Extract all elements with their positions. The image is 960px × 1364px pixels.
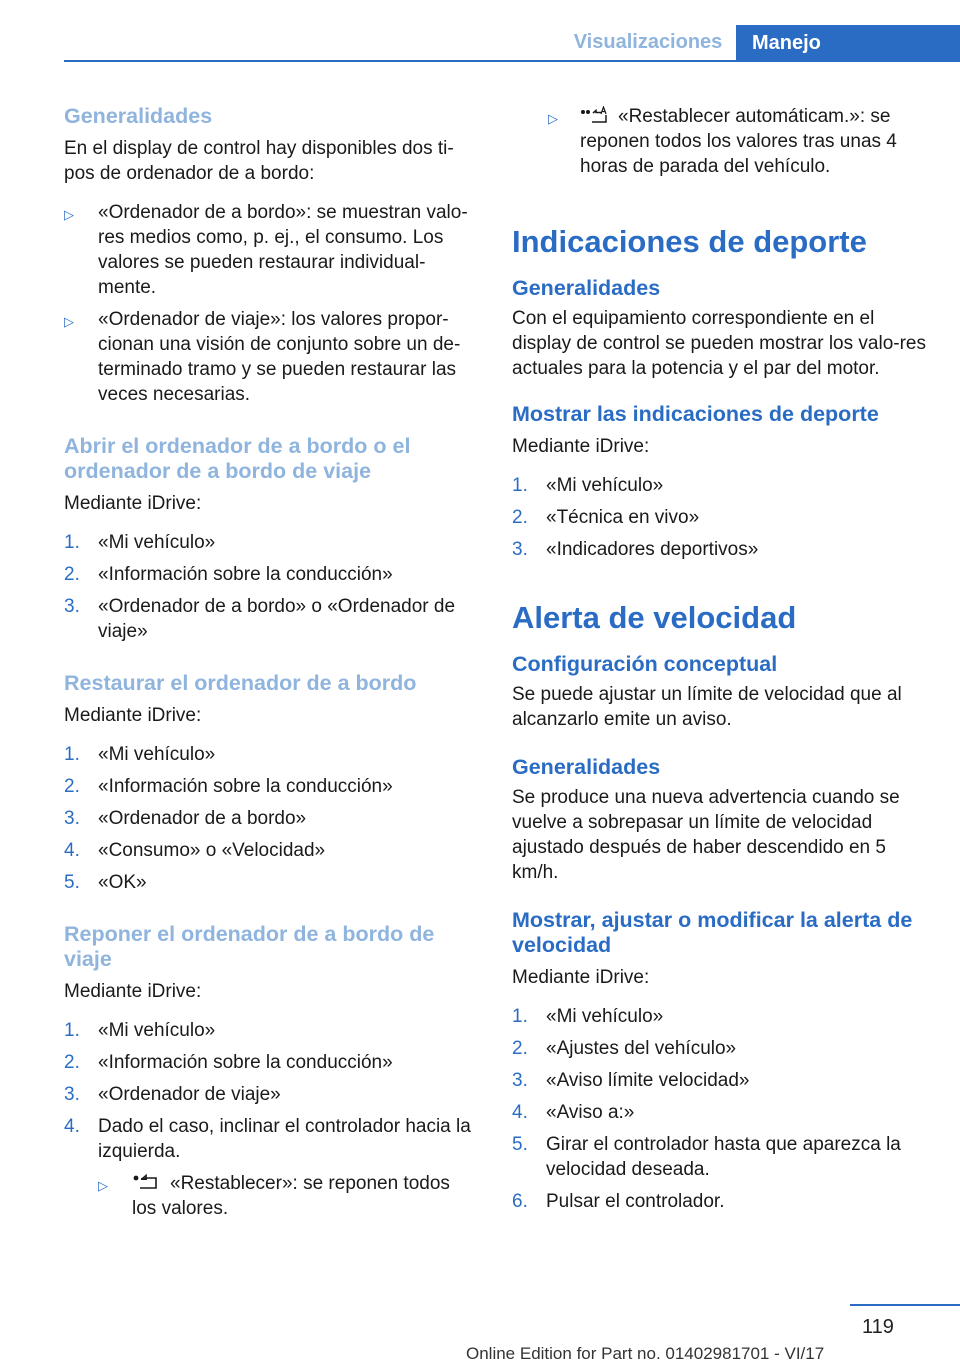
triangle-bullet-icon: ▷ [98,1178,108,1193]
section-title: Abrir el ordenador de a bordo o el ordenador de a bordo de viaje [64,434,411,483]
list-item: 5. Girar el controlador hasta que aparezca la velocidad deseada. [512,1134,901,1180]
bullet-item: ▷ «Ordenador de a bordo»: se muestran valo-res medios como, p. ej., el consumo. Los valores se pueden restaurar individual-mente. [64,202,468,298]
list-item: 1. «Mi vehículo» [64,532,216,553]
list-item: 3. «Indicadores deportivos» [512,539,759,560]
section-title: Reponer el ordenador de a bordo de viaje [64,922,435,971]
sub-bullet-item: ▷ «Restablecer»: se reponen todos los valores. [98,1173,450,1219]
section-title: Generalidades [64,104,213,128]
section-title: Generalidades [512,755,661,779]
paragraph: Mediante iDrive: [64,705,202,726]
paragraph: Se produce una nueva advertencia cuando se vuelve a sobrepasar un límite de velocidad ajustado después de haber descendido en 5 km/h. [512,787,900,883]
list-item: 4. «Consumo» o «Velocidad» [64,840,326,861]
list-item: 2. «Información sobre la conducción» [64,1052,393,1073]
list-item: 3. «Aviso límite velocidad» [512,1070,750,1091]
list-item: 1. «Mi vehículo» [512,475,664,496]
list-item: 4. Dado el caso, inclinar el controlador hacia la izquierda. [64,1116,471,1162]
left-column [64,100,476,1221]
sub-bullet-item: ▷ «Restablecer automáticam.»: se reponen todos los valores tras unas 4 horas de parada del vehículo. [512,104,932,179]
triangle-bullet-icon: ▷ [64,314,74,329]
chapter-title: Indicaciones de deporte [512,224,867,259]
list-item: 1. «Mi vehículo» [64,1020,216,1041]
reset-arrow-icon [132,1173,160,1191]
section-title: Mostrar las indicaciones de deporte [512,402,879,426]
tab-manejo[interactable]: Manejo [736,25,960,62]
list-item: 2. «Información sobre la conducción» [64,776,393,797]
section-title: Generalidades [512,276,661,300]
list-item: 4. «Aviso a:» [512,1102,635,1123]
edition-note: Online Edition for Part no. 01402981701 - VI/17 [466,1344,825,1363]
paragraph: Se puede ajustar un límite de velocidad que al alcanzarlo emite un aviso. [512,684,902,730]
paragraph: Mediante iDrive: [512,967,650,988]
page-number: 119 [862,1316,894,1338]
list-item: 2. «Información sobre la conducción» [64,564,393,585]
triangle-bullet-icon: ▷ [548,111,558,126]
footer-rule [850,1304,960,1306]
paragraph: Mediante iDrive: [512,436,650,457]
chapter-title: Alerta de velocidad [512,600,797,635]
list-item: 3. «Ordenador de viaje» [64,1084,281,1105]
list-item: 3. «Ordenador de a bordo» [64,808,307,829]
list-item: 3. «Ordenador de a bordo» o «Ordenador de viaje» [64,596,456,642]
right-column [512,100,932,1214]
list-item: 2. «Ajustes del vehículo» [512,1038,737,1059]
list-item: 1. «Mi vehículo» [64,744,216,765]
list-item: 2. «Técnica en vivo» [512,507,700,528]
auto-reset-icon [580,106,608,124]
tab-visualizaciones[interactable]: Visualizaciones [560,25,736,60]
header-rule [64,60,960,62]
paragraph: Con el equipamiento correspondiente en el display de control se pueden mostrar los valo-res actuales para la potencia y el par del motor. [512,308,926,379]
list-item: 5. «OK» [64,872,147,893]
list-item: 6. Pulsar el controlador. [512,1191,725,1212]
section-title: Mostrar, ajustar o modificar la alerta de velocidad [512,908,913,957]
paragraph: Mediante iDrive: [64,493,202,514]
section-title: Restaurar el ordenador de a bordo [64,671,417,695]
paragraph: En el display de control hay disponibles dos ti-pos de ordenador de a bordo: [64,138,454,184]
triangle-bullet-icon: ▷ [64,207,74,222]
bullet-item: ▷ «Ordenador de viaje»: los valores propor-cionan una visión de conjunto sobre un de-terminado tramo y se pueden restaurar las veces necesarias. [64,309,461,405]
section-title: Configuración conceptual [512,652,778,676]
list-item: 1. «Mi vehículo» [512,1006,664,1027]
paragraph: Mediante iDrive: [64,981,202,1002]
